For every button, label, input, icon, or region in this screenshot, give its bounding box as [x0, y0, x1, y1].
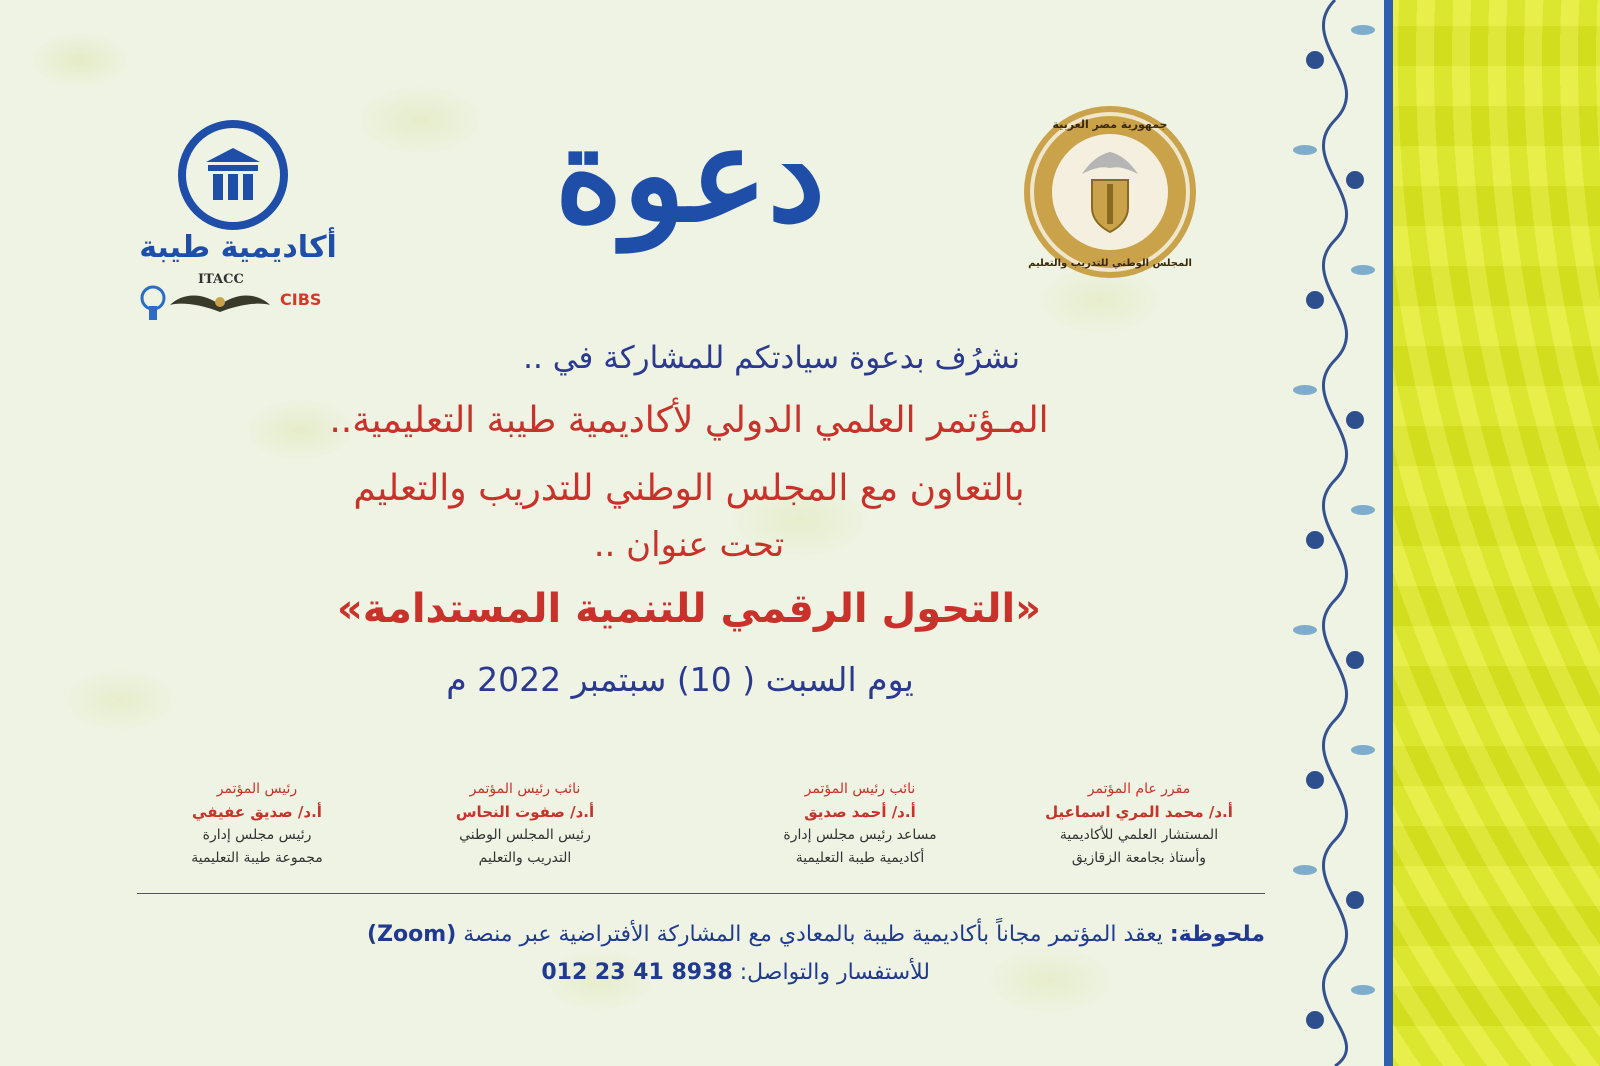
member-name: أ.د/ صديق عفيفي	[192, 803, 322, 821]
member-title: رئيس مجلس إدارة	[202, 827, 312, 843]
decorative-blue-stripe	[1384, 0, 1393, 1066]
contact-info	[470, 960, 930, 985]
member-name: أ.د/ محمد المري اسماعيل	[1045, 803, 1233, 821]
committee-member	[410, 778, 640, 870]
committee-member	[745, 778, 975, 870]
seal-eagle-icon	[1022, 104, 1198, 280]
invitation-intro: نشرُف بدعوة سيادتكم للمشاركة في ..	[523, 340, 1020, 376]
note-label: ملحوظة:	[1169, 922, 1265, 947]
theme-intro: تحت عنوان ..	[593, 525, 785, 565]
title-word: دعوة	[554, 98, 826, 251]
academy-name: أكاديمية طيبة	[139, 230, 337, 265]
member-title: المستشار العلمي للأكاديمية	[1059, 827, 1219, 843]
member-title: رئيس المجلس الوطني	[459, 827, 591, 843]
member-role: مقرر عام المؤتمر	[1087, 781, 1191, 797]
partner-logos	[138, 272, 338, 332]
committee-member	[1024, 778, 1254, 870]
member-name: أ.د/ صفوت النحاس	[455, 803, 595, 821]
member-role: رئيس المؤتمر	[216, 781, 298, 797]
academy-logo-icon	[178, 120, 288, 230]
member-role: نائب رئيس المؤتمر	[804, 781, 916, 797]
academy-logo	[138, 112, 338, 332]
member-role: نائب رئيس المؤتمر	[469, 781, 581, 797]
member-title: مساعد رئيس مجلس إدارة	[783, 827, 937, 843]
conference-date: يوم السبت ( 10) سبتمبر 2022 م	[446, 660, 914, 699]
invitation-title-calligraphy	[540, 70, 840, 290]
member-affiliation: أكاديمية طيبة التعليمية	[795, 850, 925, 866]
divider-line	[137, 893, 1265, 894]
seal-top-text: جمهورية مصر العربية	[1052, 118, 1168, 131]
conference-name: المـؤتمر العلمي الدولي لأكاديمية طيبة التعليمية..	[329, 400, 1049, 441]
footer-note	[130, 922, 1265, 947]
note-text: يعقد المؤتمر مجاناً بأكاديمية طيبة بالمعادي مع المشاركة الأفتراضية عبر منصة	[463, 922, 1163, 947]
note-platform: (Zoom)	[367, 922, 457, 947]
member-name: أ.د/ أحمد صديق	[804, 803, 916, 821]
cooperation-line: بالتعاون مع المجلس الوطني للتدريب والتعليم	[353, 468, 1025, 509]
committee-member	[142, 778, 372, 870]
member-affiliation: التدريب والتعليم	[478, 850, 572, 866]
contact-label: للأستفسار والتواصل:	[739, 960, 930, 985]
floral-vine-icon	[1285, 0, 1385, 1066]
partner-emblem-icon	[138, 284, 168, 324]
itacc-logo-text: ITACC	[198, 272, 244, 287]
conference-theme: «التحول الرقمي للتنمية المستدامة»	[336, 586, 1042, 632]
winged-emblem-icon	[170, 290, 270, 320]
member-affiliation: مجموعة طيبة التعليمية	[191, 850, 323, 866]
contact-phone: 012 23 41 8938	[541, 960, 733, 985]
decorative-yellow-band	[1392, 0, 1600, 1066]
member-affiliation: وأستاذ بجامعة الزقازيق	[1071, 850, 1207, 866]
cibs-logo-text: CIBS	[280, 290, 322, 309]
seal-bottom-text: المجلس الوطني للتدريب والتعليم	[1028, 258, 1192, 269]
